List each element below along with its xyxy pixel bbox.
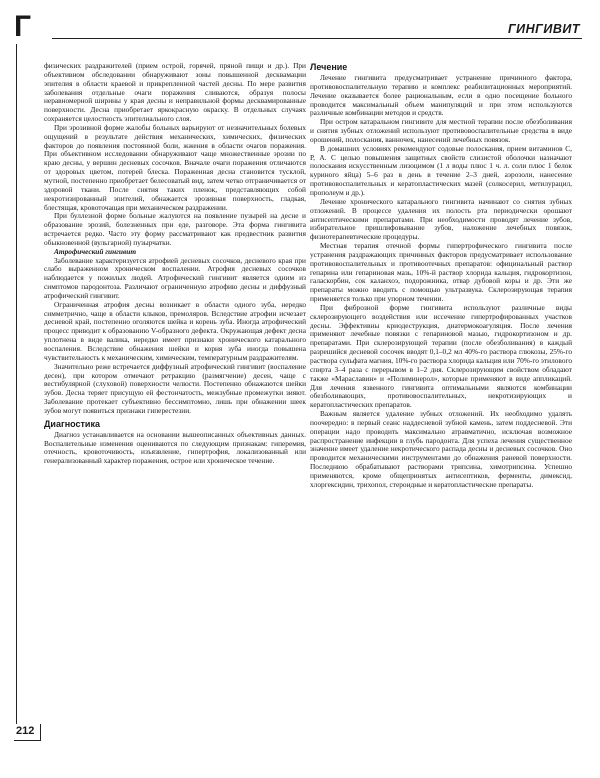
section-heading-treatment: Лечение xyxy=(310,62,348,72)
section-letter: Г xyxy=(14,10,32,43)
paragraph: Значительно реже встречается диффузный атрофический гингивит (воспаление десен), при котором отмечают ретракцию (размягчение) десен, чаще с вестибулярной (слуховой) поверхности челюсти. Постепенно обнажаются шейки зубов. Десна теряет присущую ей фестончатость, межзубные промежутки зияют. Заболевание протекает субъективно бессимптомно, лишь при обнажении шеек зубов могут появиться признаки гиперестезии. xyxy=(44,361,306,415)
subheading-atrophic-gingivitis: Атрофический гингивит xyxy=(54,246,137,256)
paragraph: Лечение гингивита предусматривает устранение причинного фактора, противовоспалительную терапию и комплекс реабилитационных мероприятий. Лечение оказывается более рациональным, если в одно посещение больного проводится максимальный объем манипуляций и при этом используются различные комбинации методов и средств. xyxy=(310,73,572,118)
paragraph: Заболевание характеризуется атрофией десневых сосочков, десневого края при слабо выраженном хроническом воспалении. Атрофия десневых сосочков наблюдается у пожилых людей. Атрофический гингивит является одним из симптомов пародонтоза. Различают ограниченную атрофию десны и диффузный атрофический гингивит. xyxy=(44,255,306,300)
paragraph: В домашних условиях рекомендуют содовые полоскания, прием витаминов С, Р, А. С целью повышения защитных свойств слизистой оболочки назначают полоскания искусственным лизоцимом (1 л воды плюс 1 ч. л. соли плюс 1 белок куриного яйца) 5–6 раз в день в течение 2–3 дней, аэрозоли, нанесение противовоспалительных и кератопластических мазей (солкосерил, метилурацил, прополеум и др.). xyxy=(310,143,572,197)
section-heading-diagnostics: Диагностика xyxy=(44,418,100,429)
left-column xyxy=(44,62,306,466)
paragraph: Диагноз устанавливается на основании вышеописанных объективных данных. Воспалительные изменения оцениваются по следующим признакам: гиперемия, отечность, кровоточивость, изъязвление, гипертрофия, локализованный или генерализованный характер поражения, острое или хроническое течение. xyxy=(44,429,306,466)
paragraph: При остром катаральном гингивите для местной терапии после обезболивания и снятия зубных отложений используют противовоспалительные средства в виде орошений, полоскания, ванночек, нанесений лечебных повязок. xyxy=(310,117,572,144)
page-number: 212 xyxy=(14,724,41,741)
paragraph: Ограниченная атрофия десны возникает в области одного зуба, нередко симметрично, чаще в области клыков, премоляров. Вследствие атрофии исчезает десневой край, постепенно оголяются шейка и корень зуба. Иногда атрофический процесс приводит к образованию V-образного дефекта. Окружающая дефект десна уплотнена в виде валика, нередко имеет признаки хронического катарального воспаления. Вследствие обнажения шейки и корня зуба иногда повышена чувствительность к механическим, химическим, температурным раздражителям. xyxy=(44,299,306,362)
running-title: ГИНГИВИТ xyxy=(507,22,580,36)
paragraph: При эрозивной форме жалобы больных варьируют от незначительных болевых ощущений в результате действия механических, химических, физических факторов до появления постоянной боли, жжения в области очагов поражения. При объективном исследовании обнаруживают чаще множественные эрозии по краю десны, у вершин десневых сосочков. Вначале очаги поражения отличаются от здоровых цветом, потерей блеска. Пораженная десна становится тусклой, мутной, постепенно приобретает белесоватый вид, затем четко отграничивается от здоровой ткани. После снятия таких пленок, представляющих собой некротизированный эпителий, обнажается эрозивная поверхность, гладкая, блестящая, кровоточащая при механическом раздражении. xyxy=(44,122,306,212)
header-rule xyxy=(52,38,582,39)
right-column xyxy=(310,62,572,490)
paragraph: Местная терапия отечной формы гипертрофического гингивита после устранения раздражающих причинных факторов предусматривает использование противовоспалительных и противоотечных препаратов: официнальный раствор гепарина или гепариновая мазь, 10%-й раствор хлорида кальция, гидрокортизон, галаскорбин, сок каланхоэ, подорожника, отвар дубовой коры и др. Эти же препараты можно вводить с помощью ультразвука. Склерозирующая терапия применяется только при упорном течении. xyxy=(310,241,572,304)
paragraph: физических раздражителей (прием острой, горячей, пряной пищи и др.). При объективном обследовании обнаруживают зоны повышенной десквамации эпителия в области краевой и прикрепленной частей десны. По мере развития заболевания отдельные очаги поражения сливаются, образуя полосы неравномерной ширины у края десны и неправильной формы десквамированные поверхности. Десна приобретает яркокрасную окраску. В отдельных случаях сохраняется целостность эпителиального слоя. xyxy=(44,61,306,124)
paragraph: При фиброзной форме гингивита используют различные виды склерозирующего воздействия или иссечение гипертрофированных участков десны. Эффективны криодеструкция, диатермокоагуляция. После лечения применяют лечебные повязки с гепариновой мазью, гидрокортизоном и др. препаратами. При склерозирующей терапии (после обезболивания) в каждый разрешийся десневой сосочек вводят 0,1–0,2 мл 40%-го раствора глюкозы, 25%-го раствора сульфата магния, 10%-го раствора хлорида кальция или 70%-го этилового спирта 3–4 раза с перерывом в 1–2 дня. Склерозирующим свойством обладают также «Мараславин» и «Полиминерол», которые применяют в виде аппликаций. Для лечения язвенного гингивита оптимальными являются комбинации обезболивающих, противовоспалительных, некротизирующих и кератопластических препаратов. xyxy=(310,302,572,410)
paragraph: При буллезной форме больные жалуются на появление пузырей на десне и образование эрозий, болезненных при еде, разговоре. Эта форма гингивита встречается редко. Часто эту форму рассматривают как предвестник развития обыкновенной (вульгарной) пузырчатки. xyxy=(44,211,306,247)
paragraph: Важным является удаление зубных отложений. Их необходимо удалять поочередно: в первый сеанс наддесневой зубной камень, затем поддесневой. Эти операции надо проводить максимально атравматично, исключая возможное распространение инфекции в глубь пародонта. Для успеха лечения существенное значение имеет удаление некротического распада десны и десневых сосочков. Оно проводится механическими инструментами до обнажения раневой поверхности. Последнюю обрабатывают растворами трипсина, химотрипсина. Успешно применяются, кроме общепринятых антисептиков, ферменты, димексид, хлоргексидин, трихопол, стероидные и кератопластические препараты. xyxy=(310,409,572,489)
paragraph: Лечение хронического катарального гингивита начинают со снятия зубных отложений. В процессе удаления их полость рта периодически орошают антисептическими препаратами. При необходимости проводят лечение зубов, избирательное пришлифовывание зубов, наложение лечебных повязок, физиотерапевтические процедуры. xyxy=(310,196,572,242)
margin-rule xyxy=(16,44,17,724)
